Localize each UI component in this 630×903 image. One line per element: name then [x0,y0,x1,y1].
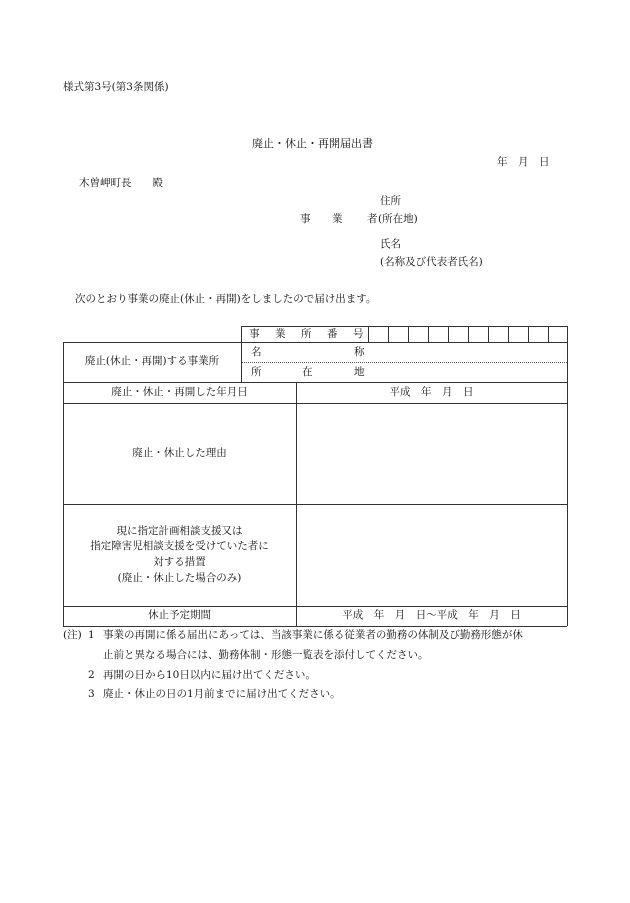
note-3-num: 3 [88,688,95,700]
note-1-line-2: 止前と異なる場合には、勤務体制・形態一覧表を添付してください。 [103,649,429,661]
measures-label [63,504,296,606]
period-value: 平成 年 月 日～平成 年 月 日 [342,609,521,622]
jigyosha-char-1: 事 [300,213,311,225]
jigyosha-char-3: 者 [367,213,378,225]
notes-prefix: (注) [63,629,82,641]
note-2-num: 2 [88,669,95,681]
measures-line-4: (廃止・休止した場合のみ) [117,571,242,584]
note-1-line-1: 事業の再開に係る届出にあっては、当該事業に係る従業者の勤務の体制及び勤務形態が休 [103,629,523,641]
note-3-line-1: 廃止・休止の日の1月前までに届け出てください。 [103,688,341,700]
note-1-num: 1 [88,629,95,641]
office-name-char-1: 名 [251,346,262,358]
location-label: (所在地) [378,213,418,225]
measures-line-1: 現に指定計画相談支援又は [116,524,243,537]
statement: 次のとおり事業の廃止(休止・再開)をしましたので届け出ます。 [75,293,377,305]
measures-line-2: 指定障害児相談支援を受けていた者に [90,540,269,553]
office-location-char-3: 地 [354,366,365,378]
date-line: 年 月 日 [497,156,550,168]
jigyosha-char-2: 業 [332,213,343,225]
page-title: 廃止・休止・再開届出書 [252,137,373,150]
address-label: 住所 [380,195,401,207]
office-number-char-1: 事 [249,328,260,340]
office-label: 廃止(休止・再開)する事業所 [84,355,220,368]
office-number-char-4: 番 [327,328,338,340]
date-row-label: 廃止・休止・再開した年月日 [111,385,248,398]
office-number-char-3: 所 [301,328,312,340]
name-sub-label: (名称及び代表者氏名) [380,256,483,268]
date-row-value: 平成 年 月 日 [389,385,474,398]
office-number-char-2: 業 [275,328,286,340]
period-label: 休止予定期間 [148,609,211,622]
note-2-line-1: 再開の日から10日以内に届け出てください。 [103,669,316,681]
reason-label: 廃止・休止した理由 [132,446,227,459]
name-label: 氏名 [380,238,401,250]
addressee: 木曽岬町長 殿 [79,177,163,189]
office-name-char-2: 称 [354,346,365,358]
office-number-char-5: 号 [353,328,364,340]
office-location-char-1: 所 [251,366,262,378]
measures-line-3: 対する措置 [153,556,206,568]
form-number: 様式第3号(第3条関係) [63,81,169,93]
office-location-char-2: 在 [302,366,313,378]
